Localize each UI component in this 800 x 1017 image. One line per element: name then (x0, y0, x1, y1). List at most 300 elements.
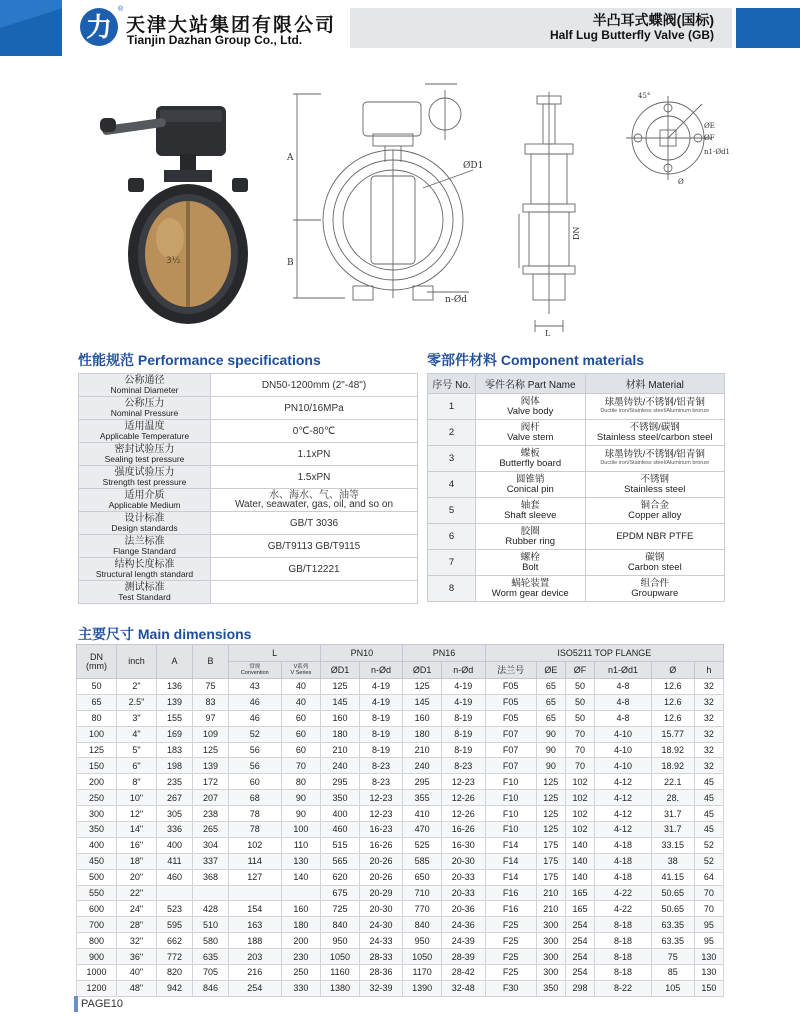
table-cell: 950 (403, 933, 441, 949)
col-header-iso: ISO5211 TOP FLANGE (485, 645, 723, 662)
table-row (77, 917, 724, 933)
dim-label-dn: DN (572, 226, 581, 240)
table-row (77, 774, 724, 790)
material-no: 1 (428, 394, 476, 420)
top-flange-drawing (620, 88, 732, 188)
table-cell: 32 (694, 679, 723, 695)
table-cell: F07 (485, 726, 536, 742)
table-header-row (77, 645, 724, 662)
table-cell: 4-10 (595, 758, 652, 774)
table-cell: 18.92 (651, 742, 694, 758)
table-cell: 48" (117, 980, 157, 996)
table-cell: 50.65 (651, 885, 694, 901)
col-header-e: ØE (536, 662, 565, 679)
part-name-en: Valve body (507, 405, 554, 417)
table-cell: 169 (157, 726, 193, 742)
table-cell: 250 (281, 965, 321, 981)
spec-value: 1.5xPN (211, 466, 418, 489)
table-cell: 4-12 (595, 806, 652, 822)
photo-marking: 3½ (166, 256, 181, 266)
table-cell: 28" (117, 917, 157, 933)
table-cell: 75 (651, 949, 694, 965)
front-view-drawing (285, 80, 490, 330)
table-cell: 45 (694, 774, 723, 790)
table-cell: 410 (403, 806, 441, 822)
table-cell: 40" (117, 965, 157, 981)
table-cell: 700 (77, 917, 117, 933)
spec-label-cn: 密封试验压力 (114, 443, 175, 455)
table-cell: 102 (565, 790, 594, 806)
table-row (79, 558, 418, 581)
table-cell: 200 (281, 933, 321, 949)
table-cell: 400 (157, 837, 193, 853)
part-name (476, 576, 586, 602)
table-cell: 6" (117, 758, 157, 774)
table-cell: 18" (117, 853, 157, 869)
dimensions-table (76, 644, 724, 997)
table-cell: 800 (77, 933, 117, 949)
table-cell: 28-36 (359, 965, 403, 981)
table-cell: 12-23 (441, 774, 485, 790)
table-cell: 675 (321, 885, 359, 901)
dim-label-nd1: n1-Ød1 (704, 148, 731, 156)
material-cn: 不锈钢/碳钢 (629, 421, 680, 433)
table-cell: 298 (565, 980, 594, 996)
table-row (79, 397, 418, 420)
table-cell: 32-39 (359, 980, 403, 996)
table-cell: 8-19 (359, 726, 403, 742)
material-no: 5 (428, 498, 476, 524)
table-row (79, 512, 418, 535)
table-cell: 265 (193, 822, 229, 838)
material (585, 446, 725, 472)
col-header-h: h (694, 662, 723, 679)
table-cell: 295 (403, 774, 441, 790)
table-cell: F25 (485, 917, 536, 933)
table-cell: 127 (229, 869, 282, 885)
table-cell (157, 885, 193, 901)
table-cell: 304 (193, 837, 229, 853)
table-cell: 4-8 (595, 679, 652, 695)
table-cell: 52 (694, 837, 723, 853)
table-cell: 428 (193, 901, 229, 917)
table-cell: 109 (193, 726, 229, 742)
part-name-cn: 圆锥销 (515, 473, 545, 485)
table-cell: 5" (117, 742, 157, 758)
table-cell: 846 (193, 980, 229, 996)
table-cell: 50.65 (651, 901, 694, 917)
table-cell: 3" (117, 710, 157, 726)
table-cell: 100 (281, 822, 321, 838)
table-cell: 216 (229, 965, 282, 981)
table-cell: 330 (281, 980, 321, 996)
table-cell: 200 (77, 774, 117, 790)
table-cell: 125 (536, 790, 565, 806)
footer-accent-bar (74, 996, 78, 1012)
table-cell: 460 (321, 822, 359, 838)
table-cell: 8-23 (441, 758, 485, 774)
table-row (77, 949, 724, 965)
table-cell: 725 (321, 901, 359, 917)
table-cell: 63.35 (651, 917, 694, 933)
table-cell: 300 (536, 949, 565, 965)
table-cell: 90 (281, 806, 321, 822)
spec-label-cn: 公称压力 (124, 397, 165, 409)
table-cell: 140 (281, 869, 321, 885)
table-cell: 580 (193, 933, 229, 949)
registered-mark: ® (118, 6, 124, 13)
spec-value: 1.1xPN (211, 443, 418, 466)
table-cell: 125 (536, 774, 565, 790)
table-row (77, 726, 724, 742)
table-cell: 8-19 (359, 710, 403, 726)
table-cell: 28-42 (441, 965, 485, 981)
table-cell: 78 (229, 822, 282, 838)
table-cell: 12.6 (651, 710, 694, 726)
side-view-drawing (505, 92, 595, 337)
company-name-cn: 天津大站集团有限公司 (126, 15, 337, 36)
table-cell: 210 (536, 901, 565, 917)
table-cell: 65 (536, 694, 565, 710)
dim-label-b: B (287, 258, 294, 268)
table-cell: 60 (281, 710, 321, 726)
table-cell: 20-26 (359, 869, 403, 885)
table-cell: F25 (485, 949, 536, 965)
table-cell: 125 (193, 742, 229, 758)
table-cell: 38 (651, 853, 694, 869)
col-header-dn: DN (90, 651, 103, 662)
table-cell: 210 (321, 742, 359, 758)
table-cell: 295 (321, 774, 359, 790)
col-header-l-conv-cn: 常规 (249, 664, 261, 670)
part-name-en: Valve stem (507, 431, 554, 443)
table-cell: 300 (536, 933, 565, 949)
col-header-pn10: PN10 (321, 645, 403, 662)
table-cell: 140 (565, 869, 594, 885)
col-header-l-v-cn: V系列 (293, 664, 309, 670)
table-cell: 203 (229, 949, 282, 965)
table-cell: 65 (536, 710, 565, 726)
spec-label-cn: 适用介质 (124, 489, 165, 501)
table-cell: 772 (157, 949, 193, 965)
material-no: 3 (428, 446, 476, 472)
table-cell: 60 (281, 742, 321, 758)
table-cell: 160 (281, 901, 321, 917)
table-cell: 12-26 (441, 790, 485, 806)
table-cell: 102 (229, 837, 282, 853)
col-header-pn10-nd: n-Ød (359, 662, 403, 679)
table-cell: 350 (536, 980, 565, 996)
part-name-cn: 蝶板 (520, 447, 540, 459)
table-row (77, 869, 724, 885)
table-cell: 70 (281, 758, 321, 774)
material-en: Copper alloy (628, 509, 682, 521)
table-cell: 942 (157, 980, 193, 996)
table-cell: 12" (117, 806, 157, 822)
table-cell: 105 (651, 980, 694, 996)
table-cell: F16 (485, 885, 536, 901)
table-cell: 585 (403, 853, 441, 869)
part-name-cn: 阀体 (520, 395, 540, 407)
table-cell: 840 (403, 917, 441, 933)
col-header-part: 零件名称 Part Name (476, 374, 586, 394)
table-cell: 64 (694, 869, 723, 885)
table-cell: 102 (565, 774, 594, 790)
table-cell: 50 (565, 679, 594, 695)
table-cell: 230 (281, 949, 321, 965)
table-row (428, 446, 725, 472)
dim-label-e: ØE (704, 122, 715, 130)
table-cell: 50 (77, 679, 117, 695)
table-cell: 80 (281, 774, 321, 790)
table-cell: 45 (694, 806, 723, 822)
part-name-en: Conical pin (506, 483, 554, 495)
valve-product-photo (98, 78, 248, 328)
table-cell: 52 (694, 853, 723, 869)
table-row (77, 742, 724, 758)
material-cn: 铜合金 (640, 499, 669, 511)
performance-title-cn: 性能规范 (78, 352, 134, 368)
company-name-en: Tianjin Dazhan Group Co., Ltd. (127, 33, 303, 47)
table-cell: 140 (565, 837, 594, 853)
table-cell: 188 (229, 933, 282, 949)
table-cell: 68 (229, 790, 282, 806)
table-cell: 525 (403, 837, 441, 853)
material-cn: 碳钢 (645, 551, 665, 563)
table-cell: 65 (77, 694, 117, 710)
table-cell: 114 (229, 853, 282, 869)
table-cell: 240 (403, 758, 441, 774)
table-cell: 8-19 (441, 742, 485, 758)
dimensions-title-cn: 主要尺寸 (78, 626, 134, 642)
part-name (476, 446, 586, 472)
table-cell: 210 (403, 742, 441, 758)
table-cell: 24-30 (359, 917, 403, 933)
table-cell: 90 (536, 758, 565, 774)
table-cell: 165 (565, 885, 594, 901)
table-cell: F05 (485, 694, 536, 710)
table-cell: 18.92 (651, 758, 694, 774)
table-cell: 70 (565, 742, 594, 758)
table-cell: 820 (157, 965, 193, 981)
table-cell: 125 (536, 822, 565, 838)
table-cell: 12-23 (359, 790, 403, 806)
part-name-cn: 胶圈 (520, 525, 540, 537)
table-cell: 336 (157, 822, 193, 838)
table-cell: 2" (117, 679, 157, 695)
table-cell: 20-33 (441, 885, 485, 901)
col-header-phi: Ø (651, 662, 694, 679)
table-cell: 160 (403, 710, 441, 726)
table-cell: F10 (485, 806, 536, 822)
spec-label-cn: 公称通径 (124, 374, 165, 386)
table-cell: 125 (536, 806, 565, 822)
table-cell: F14 (485, 853, 536, 869)
col-header-material: 材料 Material (585, 374, 725, 394)
col-header-f: ØF (565, 662, 594, 679)
col-header-inch: inch (117, 645, 157, 679)
table-cell: 70 (694, 901, 723, 917)
table-row (428, 394, 725, 420)
table-row (79, 466, 418, 489)
table-cell: F07 (485, 758, 536, 774)
material (585, 394, 725, 420)
table-cell: 650 (403, 869, 441, 885)
table-row (79, 581, 418, 604)
table-cell: 8-23 (359, 758, 403, 774)
header-accent-band (0, 0, 62, 56)
col-header-flange-no: 法兰号 (485, 662, 536, 679)
performance-table (78, 373, 418, 604)
table-cell: 12-26 (441, 806, 485, 822)
part-name (476, 524, 586, 550)
col-header-a: A (157, 645, 193, 679)
table-cell: 235 (157, 774, 193, 790)
header-right-accent (736, 8, 800, 48)
spec-value: GB/T 3036 (211, 512, 418, 535)
table-row (428, 550, 725, 576)
table-row (428, 576, 725, 602)
spec-value: 0℃-80℃ (211, 420, 418, 443)
table-cell: 95 (694, 917, 723, 933)
table-cell: 4-12 (595, 822, 652, 838)
table-cell: 8-22 (595, 980, 652, 996)
table-cell: 198 (157, 758, 193, 774)
table-cell: 300 (536, 917, 565, 933)
table-cell: 150 (694, 980, 723, 996)
spec-label-cn: 设计标准 (124, 512, 165, 524)
table-cell: 150 (77, 758, 117, 774)
table-row (428, 420, 725, 446)
table-cell (229, 885, 282, 901)
material (585, 524, 725, 550)
table-cell: 400 (321, 806, 359, 822)
table-row (77, 710, 724, 726)
material-en: Stainless steel/carbon steel (596, 431, 713, 443)
table-cell: 70 (565, 758, 594, 774)
performance-title-en: Performance specifications (137, 352, 321, 368)
table-cell (193, 885, 229, 901)
table-cell: 250 (77, 790, 117, 806)
table-cell: 36" (117, 949, 157, 965)
table-cell: 125 (77, 742, 117, 758)
table-cell: 550 (77, 885, 117, 901)
table-cell: 102 (565, 822, 594, 838)
material-cn: 组合件 (640, 577, 669, 589)
table-cell: 705 (193, 965, 229, 981)
table-cell: 10" (117, 790, 157, 806)
table-cell: 1200 (77, 980, 117, 996)
table-row (79, 374, 418, 397)
table-cell: 163 (229, 917, 282, 933)
table-cell: F25 (485, 965, 536, 981)
part-name (476, 472, 586, 498)
table-cell: F14 (485, 869, 536, 885)
material-no: 8 (428, 576, 476, 602)
table-cell: 8-23 (359, 774, 403, 790)
material (585, 550, 725, 576)
table-cell: 90 (536, 742, 565, 758)
table-cell: 32-48 (441, 980, 485, 996)
table-cell: 102 (565, 806, 594, 822)
table-cell: 500 (77, 869, 117, 885)
table-cell: 12.6 (651, 694, 694, 710)
part-name-en: Rubber ring (505, 535, 556, 547)
table-cell: 20-29 (359, 885, 403, 901)
material-cn: 球墨铸铁/不锈钢/铝青铜 (604, 397, 705, 408)
material-no: 4 (428, 472, 476, 498)
table-cell: 4-10 (595, 726, 652, 742)
table-cell: 1050 (403, 949, 441, 965)
table-cell: 305 (157, 806, 193, 822)
dim-label-a: A (287, 153, 294, 163)
table-cell: 125 (321, 679, 359, 695)
table-cell: 4-10 (595, 742, 652, 758)
table-cell: 710 (403, 885, 441, 901)
table-cell: 254 (565, 917, 594, 933)
spec-label-en: Design standards (111, 522, 178, 533)
table-cell: 180 (403, 726, 441, 742)
table-cell: 8-18 (595, 949, 652, 965)
table-cell: 662 (157, 933, 193, 949)
materials-title-en: Component materials (500, 352, 645, 368)
table-cell: 40 (281, 694, 321, 710)
table-cell: F25 (485, 933, 536, 949)
table-cell: 368 (193, 869, 229, 885)
table-row (79, 489, 418, 512)
table-cell: 40 (281, 679, 321, 695)
material-cn: EPDM NBR PTFE (616, 530, 694, 542)
table-cell: 14" (117, 822, 157, 838)
dim-label-d1: ØD1 (463, 161, 484, 171)
table-cell: F05 (485, 679, 536, 695)
table-cell: 565 (321, 853, 359, 869)
table-cell: 22.1 (651, 774, 694, 790)
spec-value: GB/T9113 GB/T9115 (211, 535, 418, 558)
spec-label-en: Applicable Medium (108, 499, 181, 510)
table-cell: 1050 (321, 949, 359, 965)
material-cn: 不锈钢 (640, 473, 669, 485)
dim-label-phi: Ø (678, 178, 684, 186)
table-cell: 50 (565, 710, 594, 726)
spec-label-cn: 结构长度标准 (114, 558, 175, 570)
table-cell: 1170 (403, 965, 441, 981)
table-cell: F10 (485, 822, 536, 838)
table-cell: 840 (321, 917, 359, 933)
table-cell: 24-36 (441, 917, 485, 933)
spec-label-cn: 适用温度 (124, 420, 165, 432)
table-cell: 16-30 (441, 837, 485, 853)
spec-label-en: Structural length standard (95, 568, 194, 579)
part-name-en: Worm gear device (491, 587, 569, 599)
table-cell: 267 (157, 790, 193, 806)
table-cell: 97 (193, 710, 229, 726)
table-header-row (428, 374, 725, 394)
table-cell: 175 (536, 837, 565, 853)
table-cell: 28-33 (359, 949, 403, 965)
table-cell: 8-18 (595, 917, 652, 933)
part-name (476, 394, 586, 420)
table-cell: 400 (77, 837, 117, 853)
table-cell: 254 (565, 965, 594, 981)
material-no: 2 (428, 420, 476, 446)
table-cell: 4-19 (441, 679, 485, 695)
table-cell: 20-30 (359, 901, 403, 917)
table-cell: 78 (229, 806, 282, 822)
table-cell: 183 (157, 742, 193, 758)
material (585, 420, 725, 446)
table-cell: 175 (536, 869, 565, 885)
